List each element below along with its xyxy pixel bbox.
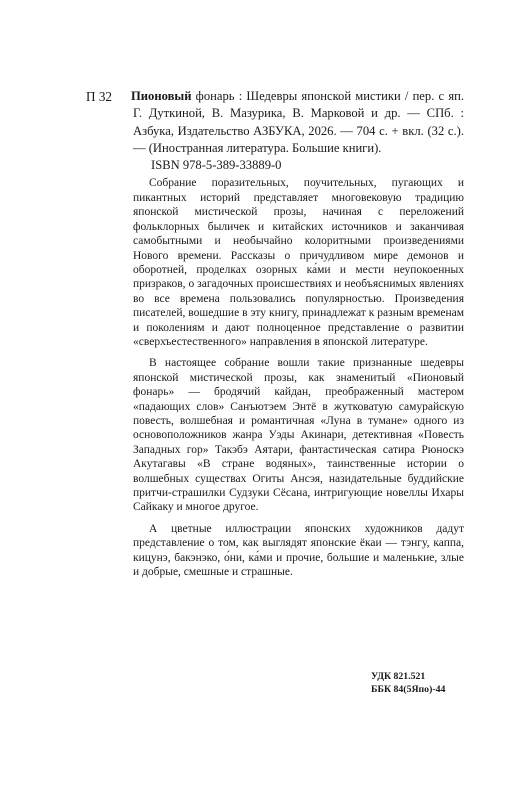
annotation-paragraph: В настоящее собрание вошли такие признанные шедевры японской мистической прозы, как знаменитый «Пионовый фонарь» — бродячий кайдан, преображенный мастером «падающих слов» Санъютэем Энтё в жутковатую самурайскую повесть, волшебная и романтичная «Луна в тумане» одного из основоположников жанра Уэды Акинари, детективная «Повесть Западных гор» Такэбэ Аятари, фантастическая сатира Рюноскэ Акутагавы «В стране водяных», таинственные истории о волшебных существах Огиты Ансэя, назидательные буддийские притчи-страшилки Судзуки Сёсана, интригующие новеллы Ихары Сайкаку и многое другое.	[133, 357, 464, 514]
annotation-paragraph: А цветные иллюстрации японских художников дадут представление о том, как выглядят японские ёкаи — тэнгу, каппа, кицунэ, бакэнэко, о́ни, ка́ми и прочие, большие и маленькие, злые и добрые, смешные и страшные.	[133, 522, 464, 579]
isbn: ISBN 978-5-389-33889-0	[151, 158, 282, 173]
classification-codes	[371, 670, 445, 696]
catalog-entry	[133, 88, 464, 157]
annotation-paragraph: Собрание поразительных, поучительных, пугающих и пикантных историй представляет многовековую традицию японской мистической прозы, начиная с переложений фольклорных быличек и китайских источников и заканчивая самобытными и необычайно колоритными произведениями Нового времени. Рассказы о причудливом мире демонов и оборотней, проделках озорных ка́ми и мести неупокоенных призраков, о загадочных происшествиях и необъяснимых явлениях во все времена пользовались популярностью. Произведения писателей, вошедшие в эту книгу, принадлежат к разным временам и поколениям и дают полноценное представление о развитии «сверхъестественного» направления в японской литературе.	[133, 177, 464, 348]
catalog-block	[133, 88, 464, 582]
bibliographic-description: фонарь : Шедевры японской мистики / пер. с яп. Г. Дуткиной, В. Мазурика, В. Марковой и др. — СПб. : Азбука, Издательство АЗБУКА, 2026. — 704 с. + вкл. (32 с.). — (Иностранная литература. Большие книги).	[133, 89, 464, 155]
catalog-code: П 32	[86, 89, 113, 104]
bbk-code: ББК 84(5Япо)-44	[371, 684, 446, 695]
udk-code: УДК 821.521	[371, 671, 426, 682]
annotation	[133, 176, 464, 579]
book-title: Пионовый	[131, 89, 192, 103]
